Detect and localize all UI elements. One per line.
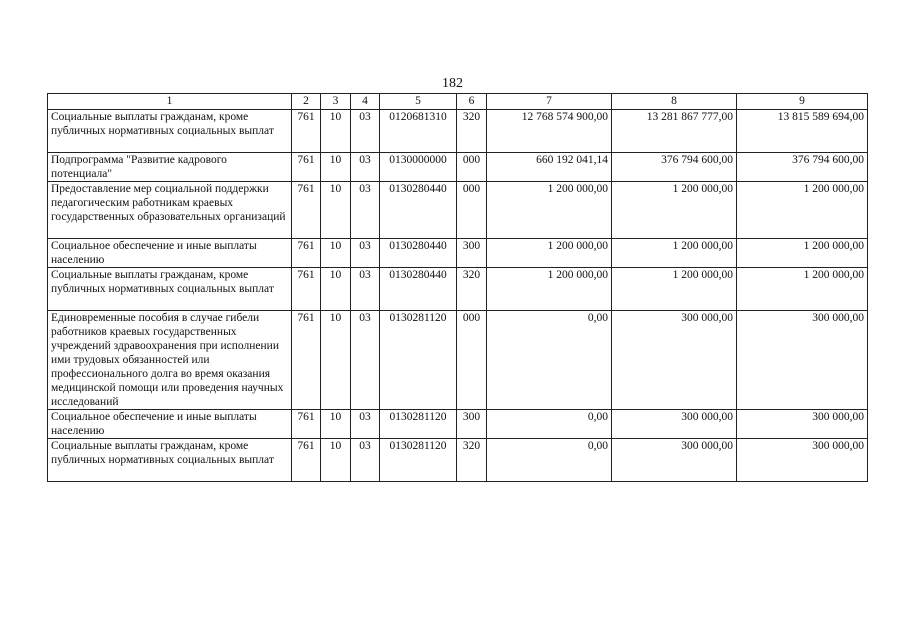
amount-col-8: 376 794 600,00 (612, 153, 737, 182)
table-row (48, 110, 868, 153)
amount-col-9: 376 794 600,00 (737, 153, 868, 182)
amount-col-8: 1 200 000,00 (612, 268, 737, 311)
expense-type-code: 320 (457, 110, 487, 153)
subsection-code: 03 (351, 410, 380, 439)
target-article-code: 0120681310 (380, 110, 457, 153)
column-header: 2 (292, 94, 321, 110)
amount-col-7: 660 192 041,14 (487, 153, 612, 182)
amount-col-7: 12 768 574 900,00 (487, 110, 612, 153)
amount-col-8: 300 000,00 (612, 410, 737, 439)
section-code: 10 (321, 153, 351, 182)
target-article-code: 0130281120 (380, 311, 457, 410)
section-code: 10 (321, 410, 351, 439)
ministry-code: 761 (292, 239, 321, 268)
amount-col-8: 300 000,00 (612, 311, 737, 410)
ministry-code: 761 (292, 410, 321, 439)
amount-col-9: 13 815 589 694,00 (737, 110, 868, 153)
row-name: Социальные выплаты гражданам, кроме публичных нормативных социальных выплат (48, 110, 292, 153)
row-name: Социальное обеспечение и иные выплаты населению (48, 410, 292, 439)
expense-type-code: 000 (457, 153, 487, 182)
amount-col-8: 13 281 867 777,00 (612, 110, 737, 153)
subsection-code: 03 (351, 153, 380, 182)
amount-col-7: 0,00 (487, 410, 612, 439)
ministry-code: 761 (292, 268, 321, 311)
subsection-code: 03 (351, 268, 380, 311)
budget-table (47, 93, 868, 482)
subsection-code: 03 (351, 239, 380, 268)
section-code: 10 (321, 182, 351, 239)
target-article-code: 0130280440 (380, 239, 457, 268)
row-name: Единовременные пособия в случае гибели работников краевых государственных учреждений здравоохранения при исполнении ими трудовых обязанностей или профессионального долга во время оказания медицинской помощи или проведения научных исследований (48, 311, 292, 410)
row-name: Социальное обеспечение и иные выплаты населению (48, 239, 292, 268)
ministry-code: 761 (292, 439, 321, 482)
subsection-code: 03 (351, 182, 380, 239)
row-name: Подпрограмма "Развитие кадрового потенциала" (48, 153, 292, 182)
row-name: Социальные выплаты гражданам, кроме публичных нормативных социальных выплат (48, 268, 292, 311)
target-article-code: 0130280440 (380, 182, 457, 239)
amount-col-7: 1 200 000,00 (487, 182, 612, 239)
page-number: 182 (442, 76, 463, 91)
amount-col-8: 300 000,00 (612, 439, 737, 482)
column-header: 3 (321, 94, 351, 110)
amount-col-7: 0,00 (487, 311, 612, 410)
amount-col-9: 300 000,00 (737, 311, 868, 410)
table-row (48, 182, 868, 239)
table-row (48, 410, 868, 439)
amount-col-9: 300 000,00 (737, 410, 868, 439)
amount-col-7: 1 200 000,00 (487, 268, 612, 311)
ministry-code: 761 (292, 311, 321, 410)
target-article-code: 0130281120 (380, 439, 457, 482)
column-header: 1 (48, 94, 292, 110)
amount-col-9: 1 200 000,00 (737, 182, 868, 239)
section-code: 10 (321, 268, 351, 311)
expense-type-code: 320 (457, 439, 487, 482)
table-header-row (48, 94, 868, 110)
amount-col-8: 1 200 000,00 (612, 239, 737, 268)
section-code: 10 (321, 439, 351, 482)
section-code: 10 (321, 239, 351, 268)
table-row (48, 153, 868, 182)
column-header: 4 (351, 94, 380, 110)
column-header: 7 (487, 94, 612, 110)
section-code: 10 (321, 311, 351, 410)
column-header: 8 (612, 94, 737, 110)
expense-type-code: 300 (457, 410, 487, 439)
expense-type-code: 000 (457, 182, 487, 239)
subsection-code: 03 (351, 439, 380, 482)
table-row (48, 268, 868, 311)
amount-col-8: 1 200 000,00 (612, 182, 737, 239)
section-code: 10 (321, 110, 351, 153)
table-row (48, 439, 868, 482)
subsection-code: 03 (351, 110, 380, 153)
amount-col-9: 300 000,00 (737, 439, 868, 482)
expense-type-code: 320 (457, 268, 487, 311)
row-name: Предоставление мер социальной поддержки педагогическим работникам краевых государственных образовательных организаций (48, 182, 292, 239)
column-header: 9 (737, 94, 868, 110)
subsection-code: 03 (351, 311, 380, 410)
column-header: 5 (380, 94, 457, 110)
amount-col-9: 1 200 000,00 (737, 268, 868, 311)
ministry-code: 761 (292, 110, 321, 153)
amount-col-9: 1 200 000,00 (737, 239, 868, 268)
target-article-code: 0130280440 (380, 268, 457, 311)
expense-type-code: 300 (457, 239, 487, 268)
target-article-code: 0130000000 (380, 153, 457, 182)
table-row (48, 239, 868, 268)
target-article-code: 0130281120 (380, 410, 457, 439)
row-name: Социальные выплаты гражданам, кроме публичных нормативных социальных выплат (48, 439, 292, 482)
ministry-code: 761 (292, 153, 321, 182)
table-row (48, 311, 868, 410)
column-header: 6 (457, 94, 487, 110)
expense-type-code: 000 (457, 311, 487, 410)
amount-col-7: 1 200 000,00 (487, 239, 612, 268)
ministry-code: 761 (292, 182, 321, 239)
amount-col-7: 0,00 (487, 439, 612, 482)
